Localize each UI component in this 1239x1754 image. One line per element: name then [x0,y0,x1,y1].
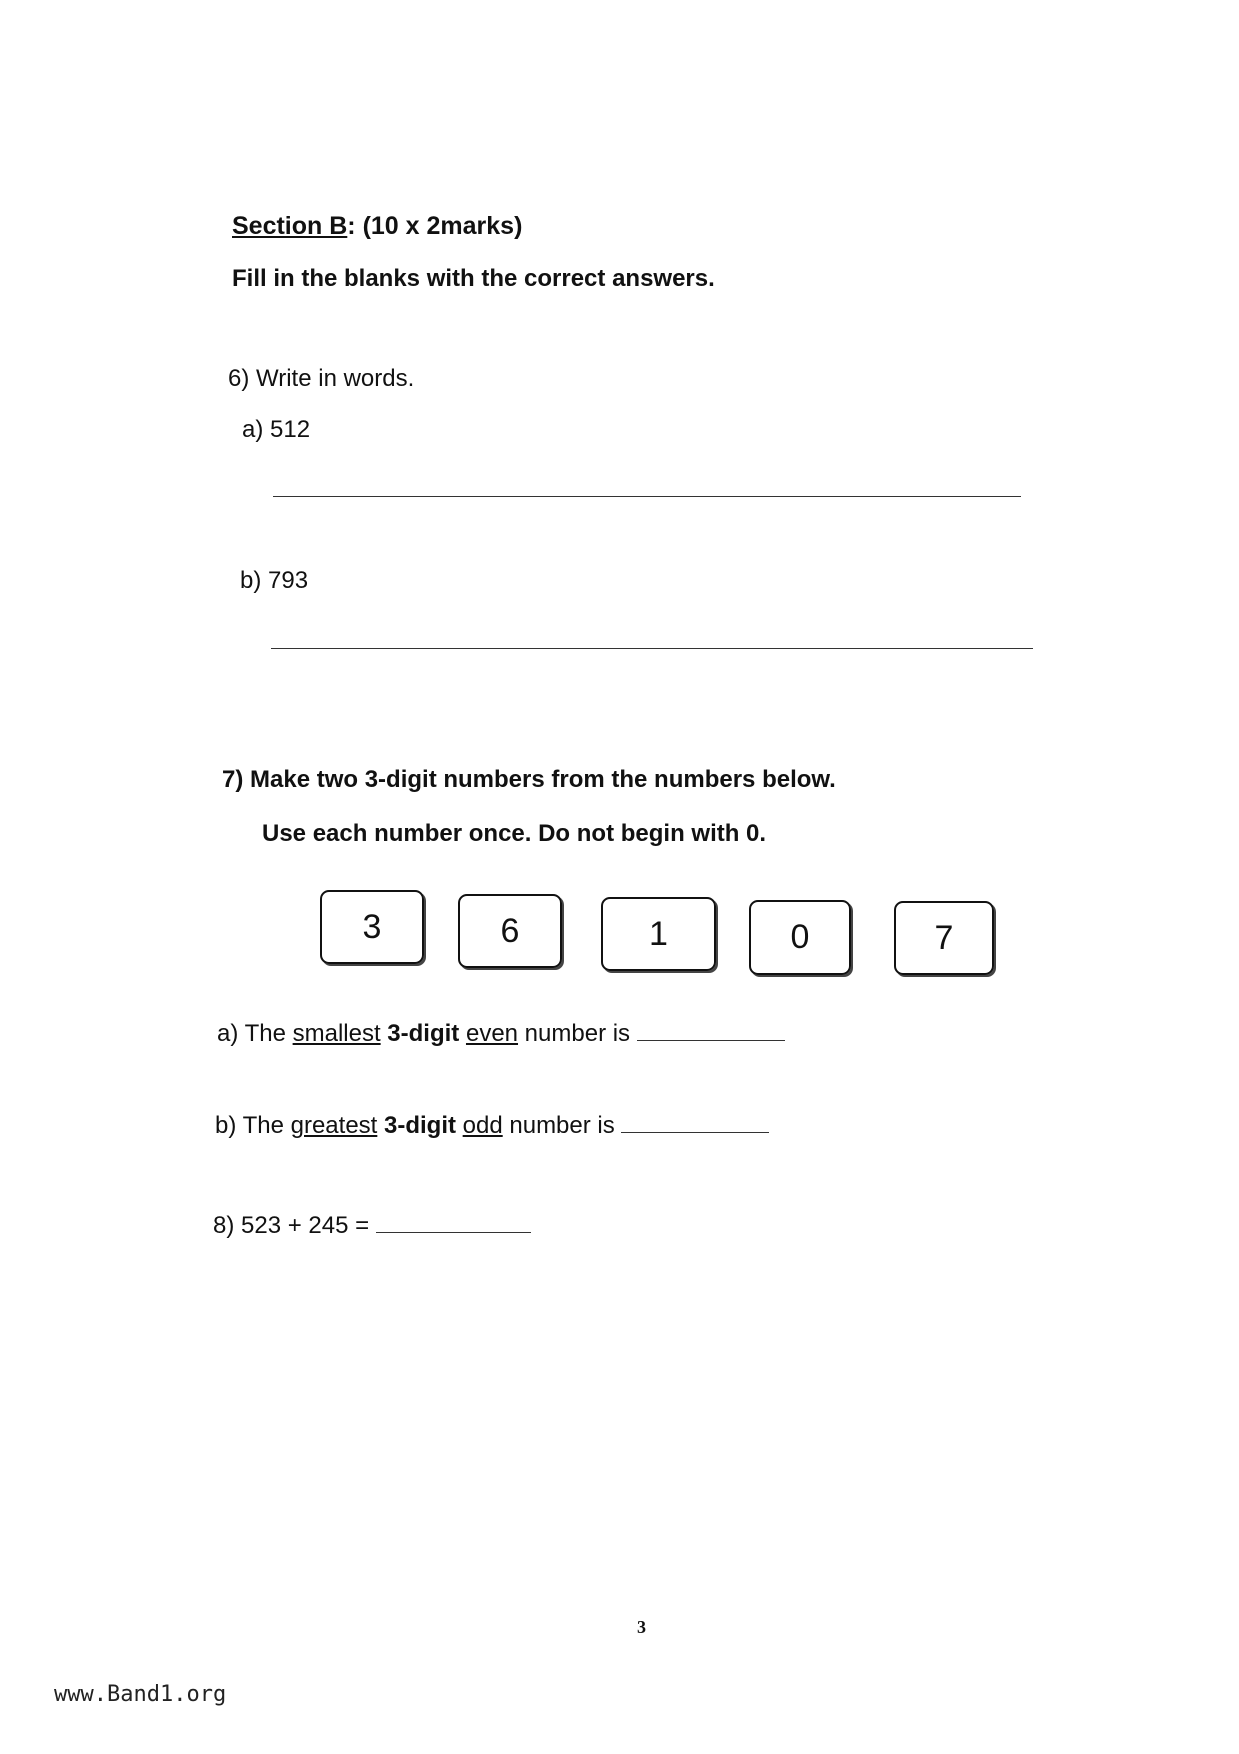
question-8-text: 8) 523 + 245 = [213,1212,376,1239]
question-6-title: 6) Write in words. [228,365,415,392]
question-7a-answer-line[interactable] [637,1020,785,1041]
question-7a-3-digit: 3-digit [380,1020,466,1047]
watermark: www.Band1.org [54,1682,227,1707]
question-6b-label: b) 793 [240,567,309,594]
question-7-title: 7) Make two 3-digit numbers from the numbers below. [222,766,836,793]
digit-card: 7 [894,901,994,975]
digit-card: 1 [601,897,716,971]
question-8-answer-line[interactable] [376,1212,531,1233]
section-label: Section B [232,212,348,240]
section-title [232,212,522,241]
question-7-instructions: Use each number once. Do not begin with 0. [262,820,767,847]
question-6b-answer-line[interactable] [271,648,1033,649]
question-7b-3-digit: 3-digit [377,1112,463,1139]
question-8 [213,1212,531,1240]
question-7a [217,1020,785,1048]
question-6a-answer-line[interactable] [273,496,1021,497]
instructions: Fill in the blanks with the correct answers. [232,265,715,292]
question-7b-prefix: b) The [215,1112,291,1139]
question-7b-answer-line[interactable] [621,1112,769,1133]
digit-card: 3 [320,890,424,964]
section-marks: : (10 x 2marks) [347,212,523,240]
question-7b-greatest: greatest [290,1112,378,1139]
question-7b-odd: odd [462,1112,503,1139]
question-7b-suffix: number is [502,1112,622,1139]
question-7a-suffix: number is [518,1020,637,1047]
question-7a-smallest: smallest [292,1020,381,1047]
digit-card: 6 [458,894,562,968]
question-7a-prefix: a) The [217,1020,293,1047]
digit-card: 0 [749,900,851,975]
question-6a-label: a) 512 [242,416,311,443]
question-7b [215,1112,769,1140]
question-7a-even: even [465,1020,519,1047]
page-number: 3 [637,1617,646,1637]
